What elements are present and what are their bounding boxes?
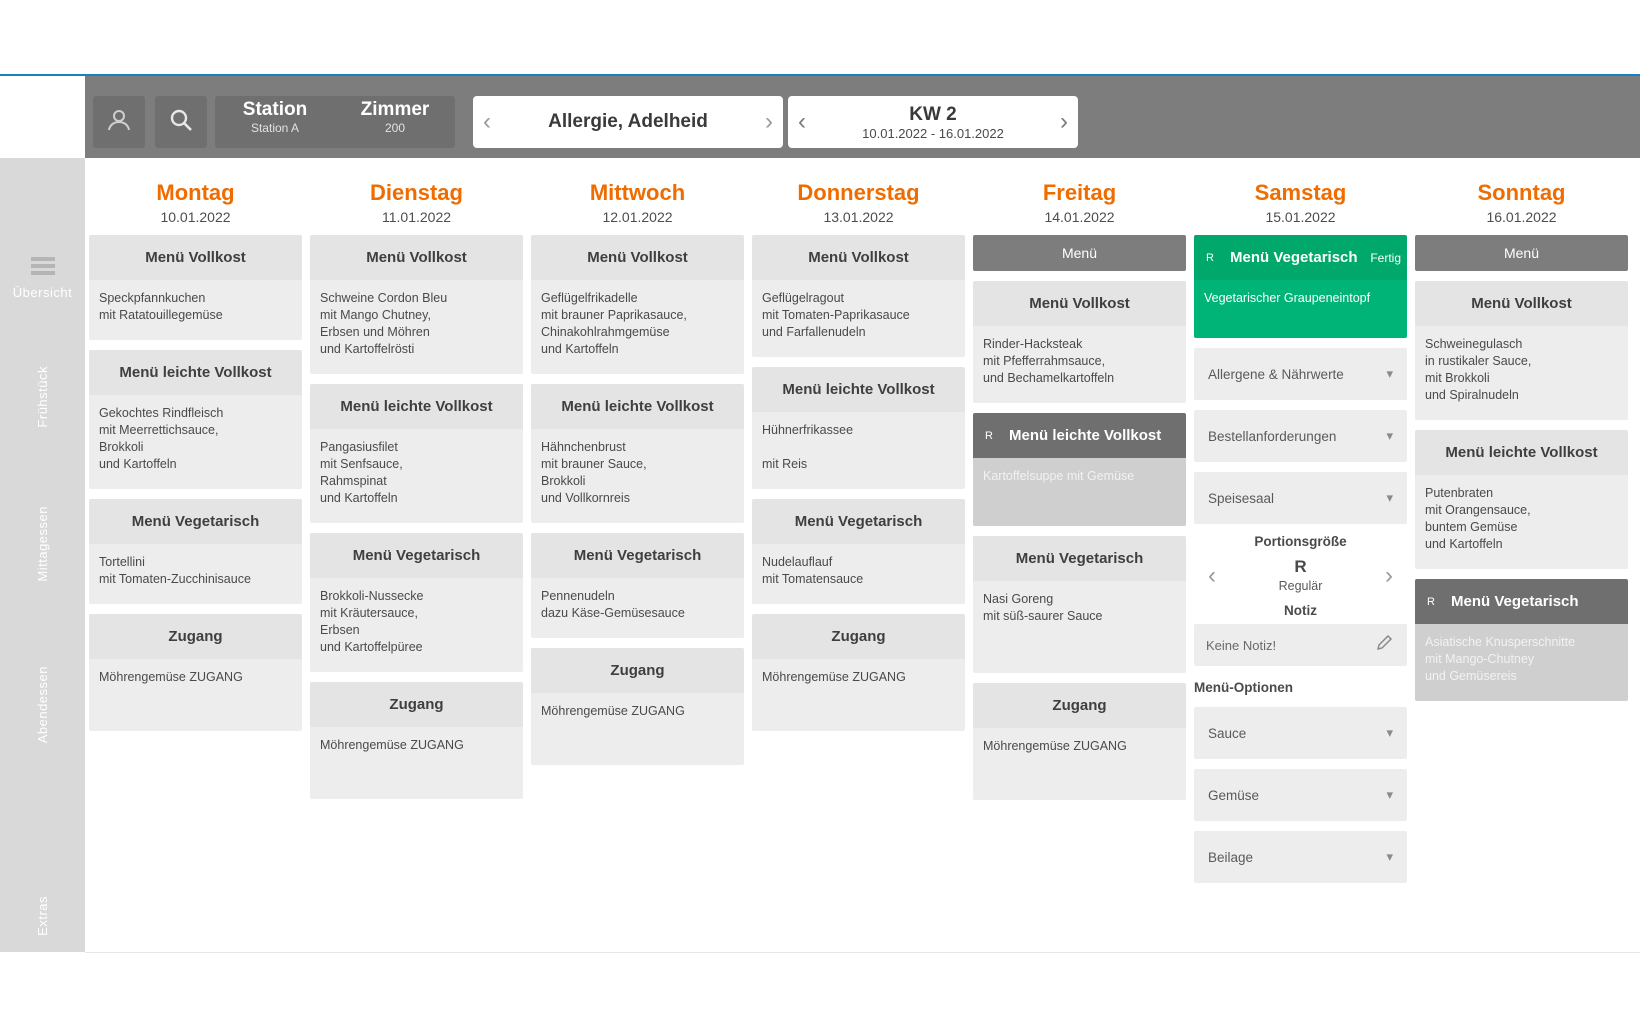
menu-card-body <box>531 693 744 765</box>
day-column-samstag <box>1194 158 1407 883</box>
day-date: 16.01.2022 <box>1486 209 1557 225</box>
chevron-down-icon: ▾ <box>1386 490 1393 505</box>
day-name: Dienstag <box>370 180 463 205</box>
menu-card-selected[interactable] <box>973 413 1186 526</box>
day-date: 11.01.2022 <box>381 209 452 225</box>
menu-line: in rustikaler Sauce, <box>1425 354 1532 368</box>
menu-card-title: Menü Vollkost <box>1415 281 1628 326</box>
menu-card-body <box>752 544 965 604</box>
menu-card-body <box>89 659 302 731</box>
menu-line: Hähnchenbrust <box>541 440 626 454</box>
sidebar-item-label: Mittagessen <box>35 506 50 582</box>
menu-line: Möhrengemüse ZUGANG <box>99 670 243 684</box>
menu-card-title: Zugang <box>531 648 744 693</box>
person-icon <box>105 108 133 137</box>
menu-card-body <box>531 429 744 523</box>
sidebar <box>0 76 85 952</box>
menu-card[interactable] <box>89 499 302 604</box>
menu-card-body <box>89 395 302 489</box>
menu-line: und Farfallenudeln <box>762 325 866 339</box>
menu-card-body <box>973 581 1186 673</box>
menu-card-title: Menü Vegetarisch <box>89 499 302 544</box>
menu-group-header[interactable]: Menü <box>1415 235 1628 271</box>
menu-line: mit Tomaten-Paprikasauce <box>762 308 910 322</box>
day-column-montag <box>89 158 302 731</box>
menu-line: Tortellini <box>99 555 145 569</box>
room-field <box>335 96 455 148</box>
menu-card-title: Menü leichte Vollkost <box>531 384 744 429</box>
option-beilage[interactable] <box>1194 831 1407 883</box>
overview-icon <box>0 256 85 279</box>
menu-card-title: Menü Vollkost <box>973 281 1186 326</box>
menu-line: und Kartoffelrösti <box>320 342 415 356</box>
menu-line: und Vollkornreis <box>541 491 630 505</box>
day-header <box>1415 158 1628 225</box>
option-label: Sauce <box>1208 725 1247 741</box>
menu-card-title: Menü Vollkost <box>310 235 523 280</box>
menu-line: Vegetarischer Graupeneintopf <box>1204 291 1371 305</box>
day-column-mittwoch <box>531 158 744 765</box>
status-bar <box>85 952 1640 1026</box>
patient-name: Allergie, Adelheid <box>548 111 708 132</box>
menu-card-body <box>752 280 965 357</box>
week-selector[interactable] <box>788 96 1078 148</box>
accordion-speisesaal[interactable] <box>1194 472 1407 524</box>
menu-card-body <box>1415 326 1628 420</box>
menu-line: Gekochtes Rindfleisch <box>99 406 224 420</box>
menu-line: Möhrengemüse ZUGANG <box>320 738 464 752</box>
search-button[interactable] <box>155 96 207 148</box>
menu-line: und Kartoffeln <box>99 457 177 471</box>
menu-line: mit Kräutersauce, <box>320 606 418 620</box>
sidebar-item-label: Abendessen <box>35 666 50 744</box>
menu-line: Geflügelragout <box>762 291 845 305</box>
menu-card[interactable] <box>531 533 744 638</box>
day-date: 13.01.2022 <box>823 209 894 225</box>
portion-next-icon[interactable]: › <box>1385 562 1393 589</box>
menu-card-body <box>752 659 965 731</box>
station-value: Station A <box>250 121 300 135</box>
menu-card-body <box>531 578 744 638</box>
menu-line: mit Orangensauce, <box>1425 503 1531 517</box>
day-column-sonntag <box>1415 158 1628 701</box>
menu-line: Schweine Cordon Bleu <box>320 291 448 305</box>
option-label: Beilage <box>1208 849 1254 865</box>
menu-card-title: Menü leichte Vollkost <box>310 384 523 429</box>
portion-value: Regulär <box>1278 579 1323 593</box>
menu-line: Pennenudeln <box>541 589 615 603</box>
accordion-label: Speisesaal <box>1208 490 1275 506</box>
menu-line: und Kartoffeln <box>1425 537 1503 551</box>
menu-card-body <box>310 280 523 374</box>
menu-line: mit Pfefferrahmsauce, <box>983 354 1106 368</box>
menu-card-body <box>1415 624 1628 701</box>
menu-line: und Gemüsereis <box>1425 669 1517 683</box>
accordion-bestellanforderungen[interactable] <box>1194 410 1407 462</box>
menu-line: und Kartoffeln <box>320 491 398 505</box>
sidebar-item-mittagessen[interactable] <box>0 506 85 646</box>
menu-card-title-bar <box>1194 235 1407 280</box>
day-header <box>531 158 744 225</box>
menu-line: Brokkoli <box>99 440 144 454</box>
menu-card[interactable] <box>1415 281 1628 420</box>
patient-button[interactable] <box>93 96 145 148</box>
menu-line: Putenbraten <box>1425 486 1494 500</box>
chevron-down-icon: ▾ <box>1386 849 1393 864</box>
menu-line: Nudelauflauf <box>762 555 833 569</box>
menu-line: dazu Käse-Gemüsesauce <box>541 606 685 620</box>
menu-line: Brokkoli <box>541 474 586 488</box>
day-date: 15.01.2022 <box>1265 209 1336 225</box>
portion-code: R <box>1294 557 1307 576</box>
room-label: Zimmer <box>360 99 430 120</box>
station-label: Station <box>242 99 308 120</box>
menu-card-title: Zugang <box>89 614 302 659</box>
menu-card[interactable] <box>752 614 965 731</box>
menu-line: Erbsen <box>320 623 360 637</box>
menu-line: mit Mango-Chutney <box>1425 652 1535 666</box>
menu-card-title: Zugang <box>752 614 965 659</box>
accordion-allergene[interactable] <box>1194 348 1407 400</box>
room-value: 200 <box>384 121 406 135</box>
menu-line: mit Ratatouillegemüse <box>99 308 223 322</box>
sidebar-item-label: Frühstück <box>35 366 50 428</box>
chevron-down-icon: ▾ <box>1386 366 1393 381</box>
sidebar-item-uebersicht[interactable] <box>0 256 85 300</box>
menu-card[interactable] <box>752 235 965 357</box>
day-date: 12.01.2022 <box>602 209 673 225</box>
menu-card[interactable] <box>89 235 302 340</box>
menu-card-title: Menü Vegetarisch <box>1230 249 1358 266</box>
menu-line: Hühnerfrikassee <box>762 423 854 437</box>
menu-line: und Kartoffelpüree <box>320 640 423 654</box>
patient-selector[interactable] <box>473 96 783 148</box>
menu-line: mit süß-saurer Sauce <box>983 609 1103 623</box>
sidebar-item-abendessen[interactable] <box>0 666 85 796</box>
day-column-donnerstag <box>752 158 965 731</box>
menu-card[interactable] <box>752 367 965 489</box>
menu-card-title-bar <box>1415 579 1628 624</box>
day-name: Freitag <box>1042 180 1117 205</box>
week-number: KW 2 <box>909 103 957 125</box>
menu-card[interactable] <box>752 499 965 604</box>
menu-line: und Spiralnudeln <box>1425 388 1519 402</box>
option-label: Gemüse <box>1208 787 1260 803</box>
menu-line: mit Senfsauce, <box>320 457 403 471</box>
menu-card-body <box>973 326 1186 403</box>
menu-card[interactable] <box>531 235 744 374</box>
menu-card-title: Zugang <box>973 683 1186 728</box>
menu-line: Erbsen und Möhren <box>320 325 430 339</box>
status-badge: Fertig <box>1370 250 1401 265</box>
menu-line: Kartoffelsuppe mit Gemüse <box>983 469 1135 483</box>
menu-card[interactable] <box>89 614 302 731</box>
portion-size-stepper[interactable] <box>1194 555 1407 601</box>
menu-card-title: Menü Vegetarisch <box>973 536 1186 581</box>
menu-line: Geflügelfrikadelle <box>541 291 638 305</box>
accordion-label: Bestellanforderungen <box>1208 428 1337 444</box>
day-header <box>89 158 302 225</box>
menu-line: Nasi Goreng <box>983 592 1054 606</box>
search-icon <box>168 107 194 138</box>
menu-card-body <box>89 544 302 604</box>
menu-card-selected[interactable] <box>1415 579 1628 701</box>
toolbar <box>85 76 1640 158</box>
menu-line: mit Tomaten-Zucchinisauce <box>99 572 251 586</box>
week-grid <box>85 158 1640 952</box>
menu-card-selected[interactable] <box>1194 235 1407 338</box>
menu-card-title: Menü Vollkost <box>752 235 965 280</box>
station-room-display[interactable] <box>215 96 455 148</box>
menu-card-body <box>310 727 523 799</box>
menu-line: Rinder-Hacksteak <box>983 337 1083 351</box>
menu-card-title: Menü Vollkost <box>89 235 302 280</box>
day-name: Sonntag <box>1477 180 1566 205</box>
menu-line: Speckpfannkuchen <box>99 291 206 305</box>
menu-card-body <box>1194 280 1407 338</box>
day-header <box>310 158 523 225</box>
day-name: Mittwoch <box>589 180 686 205</box>
menu-card-body <box>973 728 1186 800</box>
menu-options-title: Menü-Optionen <box>1194 680 1293 695</box>
day-column-dienstag <box>310 158 523 799</box>
day-header <box>752 158 965 225</box>
day-name: Samstag <box>1254 180 1347 205</box>
menu-detail-panel <box>1194 348 1407 883</box>
menu-line: und Kartoffeln <box>541 342 619 356</box>
menu-card-body <box>1415 475 1628 569</box>
option-sauce[interactable] <box>1194 707 1407 759</box>
menu-line: mit Tomatensauce <box>762 572 864 586</box>
menu-line: Möhrengemüse ZUGANG <box>983 739 1127 753</box>
menu-line: Rahmspinat <box>320 474 387 488</box>
menu-card[interactable] <box>531 384 744 523</box>
menu-line: mit Brokkoli <box>1425 371 1490 385</box>
chevron-down-icon: ▾ <box>1386 725 1393 740</box>
pencil-icon[interactable] <box>1375 634 1395 657</box>
menu-card-title: Menü Vegetarisch <box>310 533 523 578</box>
day-date: 14.01.2022 <box>1044 209 1115 225</box>
menu-line: mit Mango Chutney, <box>320 308 431 322</box>
sidebar-item-extras[interactable] <box>0 896 85 986</box>
menu-line: Brokkoli-Nussecke <box>320 589 424 603</box>
sidebar-top-spacer <box>0 76 85 158</box>
menu-card[interactable] <box>1415 430 1628 569</box>
menu-card[interactable] <box>973 683 1186 800</box>
menu-line: Chinakohlrahmgemüse <box>541 325 670 339</box>
next-week-icon[interactable]: › <box>1060 108 1068 135</box>
next-patient-icon[interactable]: › <box>765 108 773 135</box>
menu-card-title: Menü Vegetarisch <box>752 499 965 544</box>
menu-line: mit brauner Paprikasauce, <box>541 308 687 322</box>
sidebar-item-label: Übersicht <box>12 285 73 300</box>
menu-line: Möhrengemüse ZUGANG <box>541 704 685 718</box>
note-label: Notiz <box>1284 603 1317 618</box>
menu-card-title-bar <box>973 413 1186 458</box>
portion-current <box>1216 557 1385 595</box>
menu-card-title: Menü leichte Vollkost <box>752 367 965 412</box>
menu-line: mit Meerrettichsauce, <box>99 423 219 437</box>
menu-card-title: Menü leichte Vollkost <box>89 350 302 395</box>
menu-line: Schweinegulasch <box>1425 337 1523 351</box>
station-field <box>215 96 335 148</box>
accordion-label: Allergene & Nährwerte <box>1208 366 1344 382</box>
menu-card-body <box>310 578 523 672</box>
day-column-freitag <box>973 158 1186 800</box>
portion-prev-icon[interactable]: ‹ <box>1208 562 1216 589</box>
menu-card-title: Menü Vegetarisch <box>1451 593 1579 610</box>
note-value: Keine Notiz! <box>1206 637 1277 653</box>
menu-card[interactable] <box>973 536 1186 673</box>
menu-card[interactable] <box>89 350 302 489</box>
menu-group-header[interactable]: Menü <box>973 235 1186 271</box>
menu-card[interactable] <box>310 533 523 672</box>
note-field[interactable] <box>1194 624 1407 666</box>
menu-line: Asiatische Knusperschnitte <box>1425 635 1576 649</box>
menu-card-body <box>531 280 744 374</box>
day-header <box>1194 158 1407 225</box>
menu-card[interactable] <box>531 648 744 765</box>
menu-line: buntem Gemüse <box>1425 520 1518 534</box>
menu-card-title: Zugang <box>310 682 523 727</box>
day-name: Donnerstag <box>797 180 920 205</box>
menu-card-title: Menü leichte Vollkost <box>1009 427 1162 444</box>
menu-line: Pangasiusfilet <box>320 440 398 454</box>
option-gemuese[interactable] <box>1194 769 1407 821</box>
chevron-down-icon: ▾ <box>1386 428 1393 443</box>
portion-size-label: Portionsgröße <box>1254 534 1347 549</box>
portion-badge: R <box>985 429 993 442</box>
menu-card[interactable] <box>310 682 523 799</box>
sidebar-item-fruehstueck[interactable] <box>0 366 85 486</box>
menu-card-title: Menü Vollkost <box>531 235 744 280</box>
sidebar-item-label: Extras <box>35 896 50 936</box>
menu-card-body <box>89 280 302 340</box>
day-date: 10.01.2022 <box>160 209 231 225</box>
menu-line: mit Reis <box>762 457 808 471</box>
menu-card-title: Menü Vegetarisch <box>531 533 744 578</box>
portion-badge: R <box>1427 595 1435 608</box>
prev-week-icon[interactable]: ‹ <box>798 108 806 135</box>
chevron-down-icon: ▾ <box>1386 787 1393 802</box>
prev-patient-icon[interactable]: ‹ <box>483 108 491 135</box>
menu-card[interactable] <box>310 235 523 374</box>
portion-badge: R <box>1206 251 1214 264</box>
week-display <box>806 104 1060 141</box>
menu-line-spacer <box>762 439 955 456</box>
menu-card-body <box>752 412 965 489</box>
menu-card-body <box>310 429 523 523</box>
application-window <box>0 74 1640 1024</box>
day-header <box>973 158 1186 225</box>
menu-line: Möhrengemüse ZUGANG <box>762 670 906 684</box>
menu-card-title: Menü leichte Vollkost <box>1415 430 1628 475</box>
menu-card[interactable] <box>973 281 1186 403</box>
week-range: 10.01.2022 - 16.01.2022 <box>862 125 1004 141</box>
menu-line: und Bechamelkartoffeln <box>983 371 1115 385</box>
day-name: Montag <box>156 180 235 205</box>
menu-card[interactable] <box>310 384 523 523</box>
menu-line: mit brauner Sauce, <box>541 457 647 471</box>
menu-card-body <box>973 458 1186 526</box>
